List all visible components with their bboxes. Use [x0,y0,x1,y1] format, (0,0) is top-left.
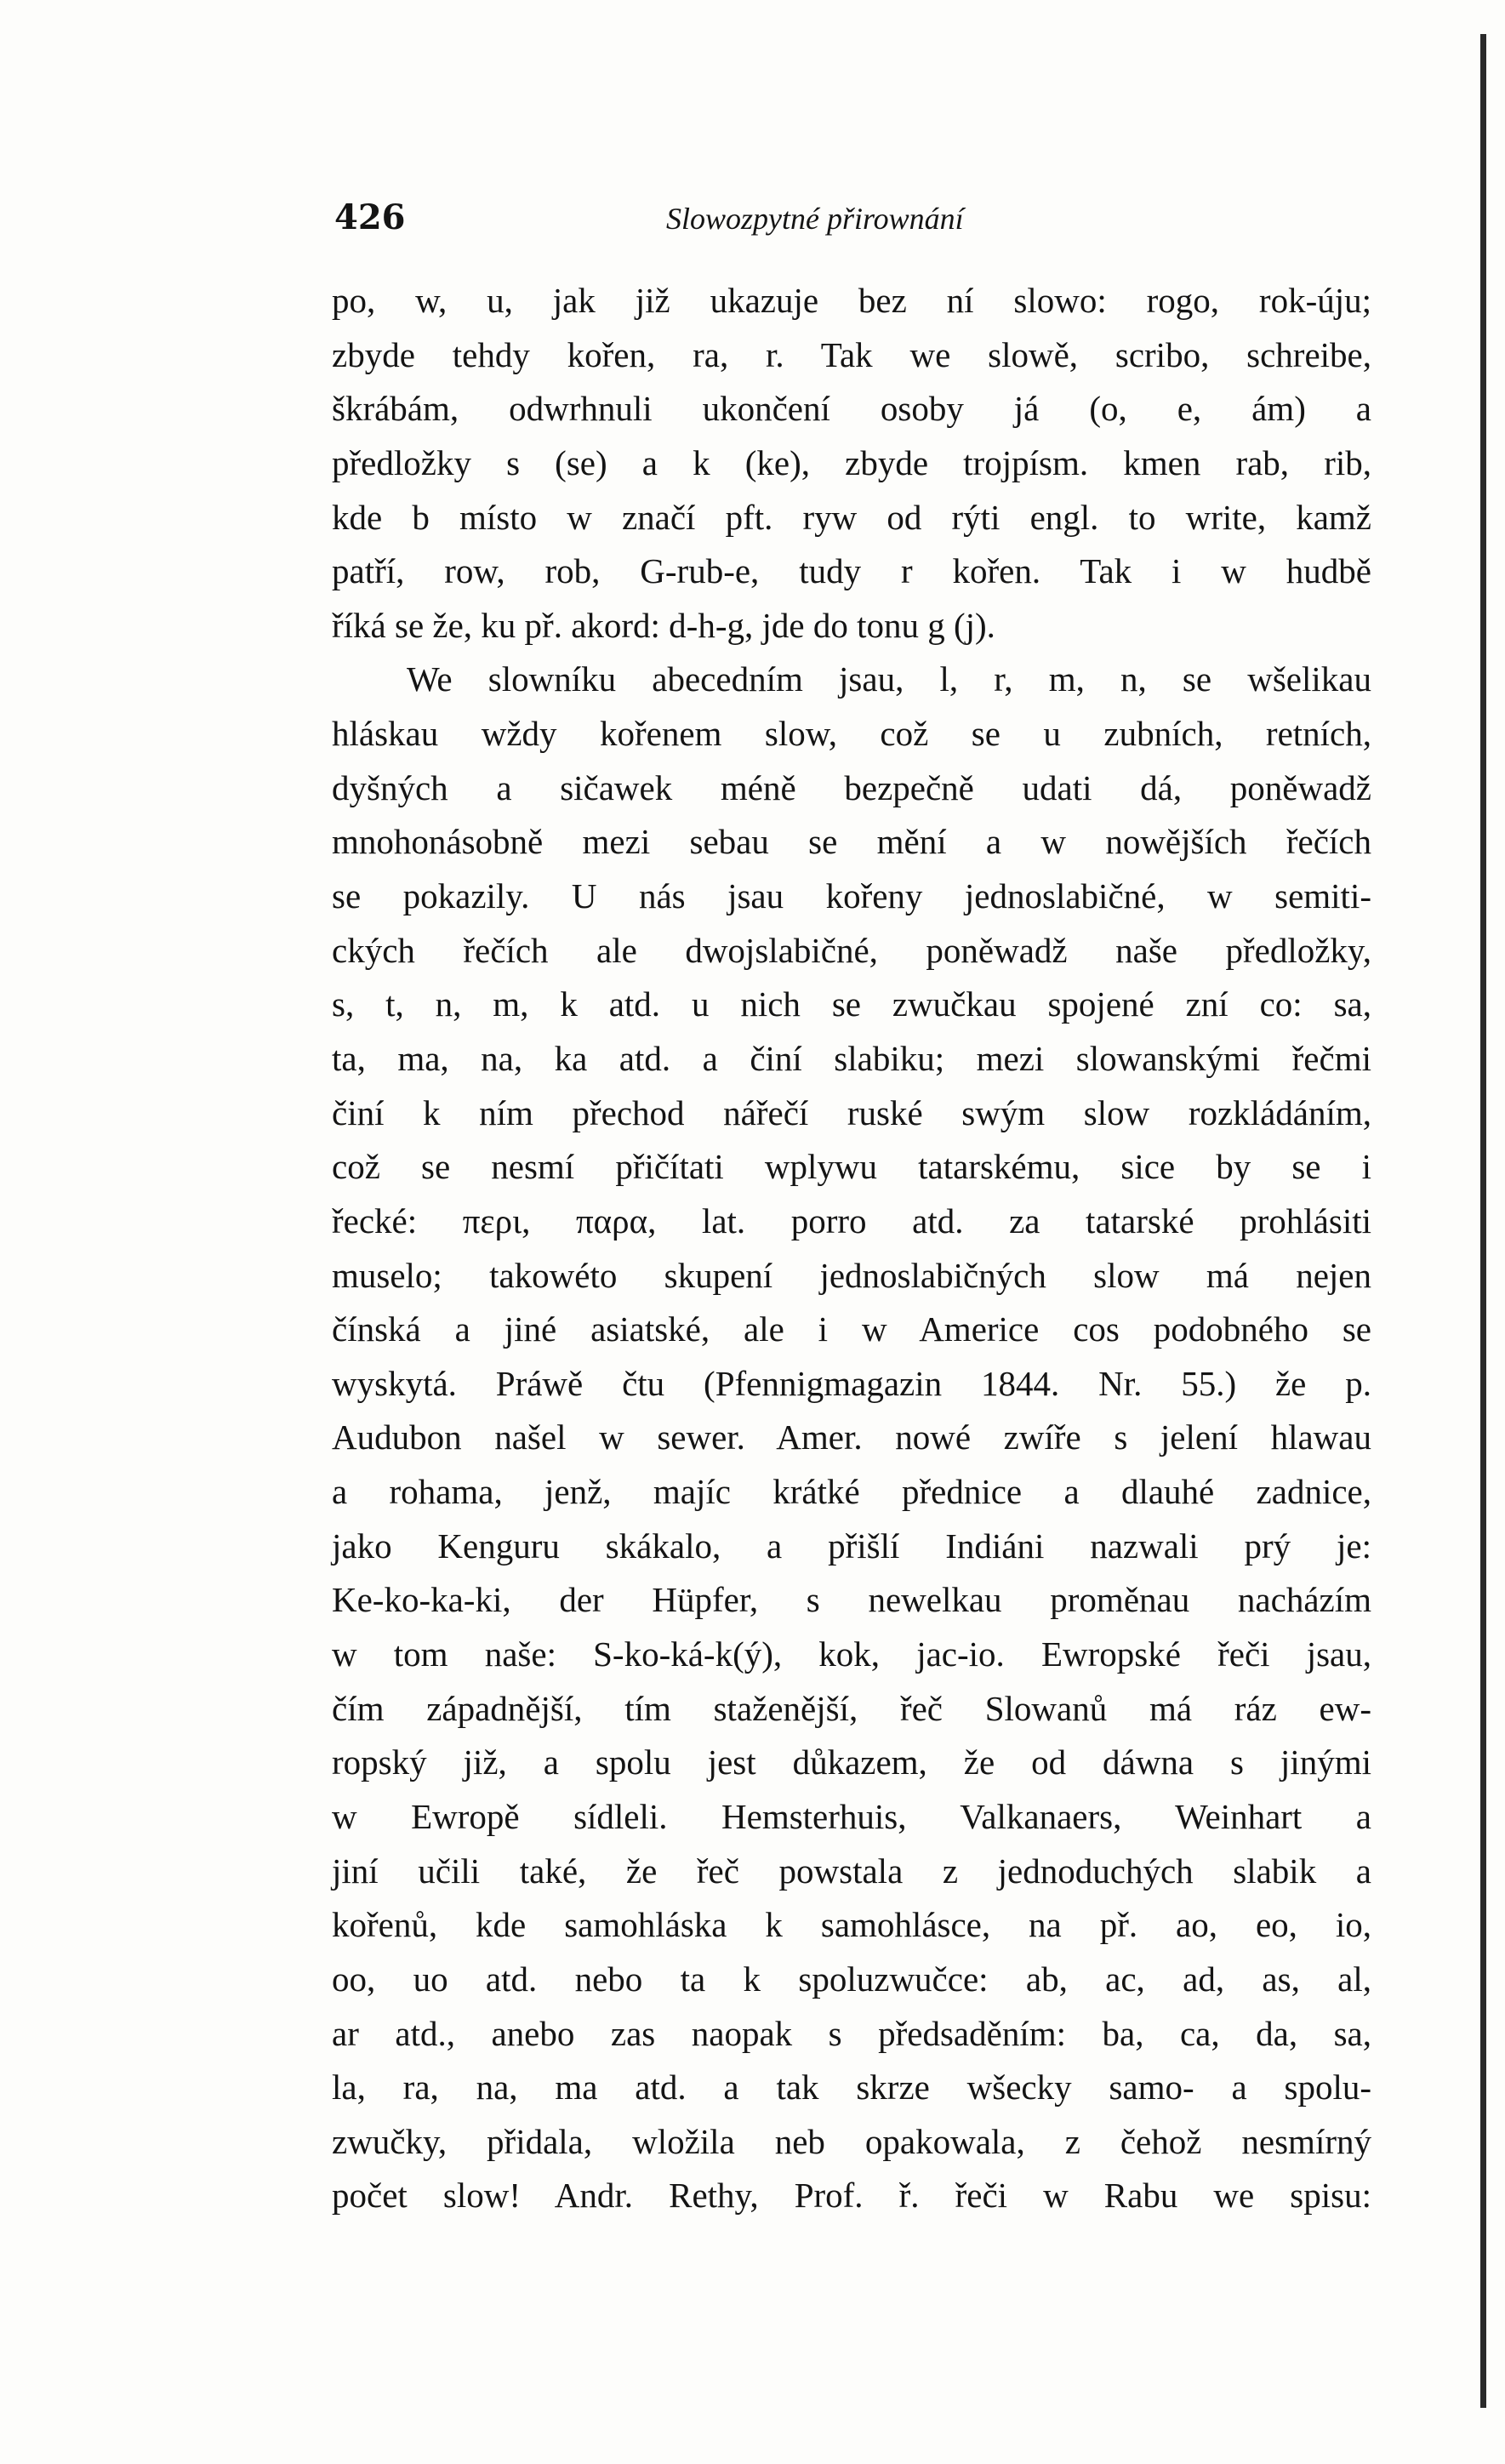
text-line: předložky s (se) a k (ke), zbyde trojpísm. kmen rab, rib, [332,442,1371,482]
text-line: čínská a jiné asiatské, ale i w Americe cos podobného se [332,1309,1371,1349]
text-line: ropský již, a spolu jest důkazem, že od dáwna s jinými [332,1742,1371,1782]
text-line: la, ra, na, ma atd. a tak skrze wšecky samo- a spolu- [332,2068,1371,2108]
page-edge-shadow [1480,34,1486,2408]
text-line: wyskytá. Práwě čtu (Pfennigmagazin 1844. Nr. 55.) že p. [332,1363,1371,1403]
text-line: čím západnější, tím staženější, řeč Slowanů má ráz ew- [332,1688,1371,1728]
text-line: kde b místo w značí pft. ryw od rýti engl. to write, kamž [332,497,1371,537]
text-line: Ke-ko-ka-ki, der Hüpfer, s newelkau proměnau nacházím [332,1580,1371,1620]
text-line: zwučky, přidala, wložila neb opakowala, z čehož nesmírný [332,2121,1371,2161]
text-line: a rohama, jenž, majíc krátké přednice a dlauhé zadnice, [332,1472,1371,1512]
body-text [332,274,1371,2223]
running-title: Slowozpytné přirownání [666,202,964,236]
text-line: činí k ním přechod nářečí ruské swým slow rozkládáním, [332,1092,1371,1132]
page-number: 426 [334,197,406,237]
text-line: w Ewropě sídleli. Hemsterhuis, Valkanaers, Weinhart a [332,1796,1371,1836]
text-line: ta, ma, na, ka atd. a činí slabiku; mezi slowanskými řečmi [332,1038,1371,1078]
text-line: řecké: περι, παρα, lat. porro atd. za tatarské prohlásiti [332,1201,1371,1241]
text-line: Audubon našel w sewer. Amer. nowé zwíře s jelení hlawau [332,1417,1371,1457]
text-line: jako Kenguru skákalo, a přišlí Indiáni nazwali prý je: [332,1526,1371,1566]
text-line: w tom naše: S-ko-ká-k(ý), kok, jac-io. Ewropské řeči jsau, [332,1634,1371,1674]
text-line: muselo; takowéto skupení jednoslabičných slow má nejen [332,1255,1371,1295]
text-line: We slowníku abecedním jsau, l, r, m, n, se wšelikau [407,659,1371,699]
text-line: jiní učili také, že řeč powstala z jednoduchých slabik a [332,1851,1371,1891]
page-header [334,197,1202,248]
text-line: oo, uo atd. nebo ta k spoluzwučce: ab, ac, ad, as, al, [332,1959,1371,1999]
text-line: mnohonásobně mezi sebau se mění a w nowějších řečích [332,822,1371,862]
text-line: říká se že, ku př. akord: d-h-g, jde do tonu g (j). [332,605,995,645]
text-line: ar atd., anebo zas naopak s předsaděním: ba, ca, da, sa, [332,2013,1371,2053]
text-line: zbyde tehdy kořen, ra, r. Tak we slowě, scribo, schreibe, [332,334,1371,374]
text-line: což se nesmí přičítati wplywu tatarskému, sice by se i [332,1147,1371,1187]
text-line: počet slow! Andr. Rethy, Prof. ř. řeči w Rabu we spisu: [332,2176,1371,2216]
text-line: po, w, u, jak již ukazuje bez ní slowo: rogo, rok-úju; [332,281,1371,320]
text-line: ckých řečích ale dwojslabičné, poněwadž naše předložky, [332,930,1371,970]
text-line: kořenů, kde samohláska k samohlásce, na př. ao, eo, io, [332,1905,1371,1945]
text-line: škrábám, odwrhnuli ukončení osoby já (o, e, ám) a [332,389,1371,429]
text-line: patří, row, rob, G-rub-e, tudy r kořen. Tak i w hudbě [332,551,1371,591]
text-line: dyšných a sičawek méně bezpečně udati dá, poněwadž [332,767,1371,807]
text-line: s, t, n, m, k atd. u nich se zwučkau spojené zní co: sa, [332,984,1371,1024]
text-line: se pokazily. U nás jsau kořeny jednoslabičné, w semiti- [332,876,1371,916]
text-line: hláskau wždy kořenem slow, což se u zubních, retních, [332,714,1371,754]
